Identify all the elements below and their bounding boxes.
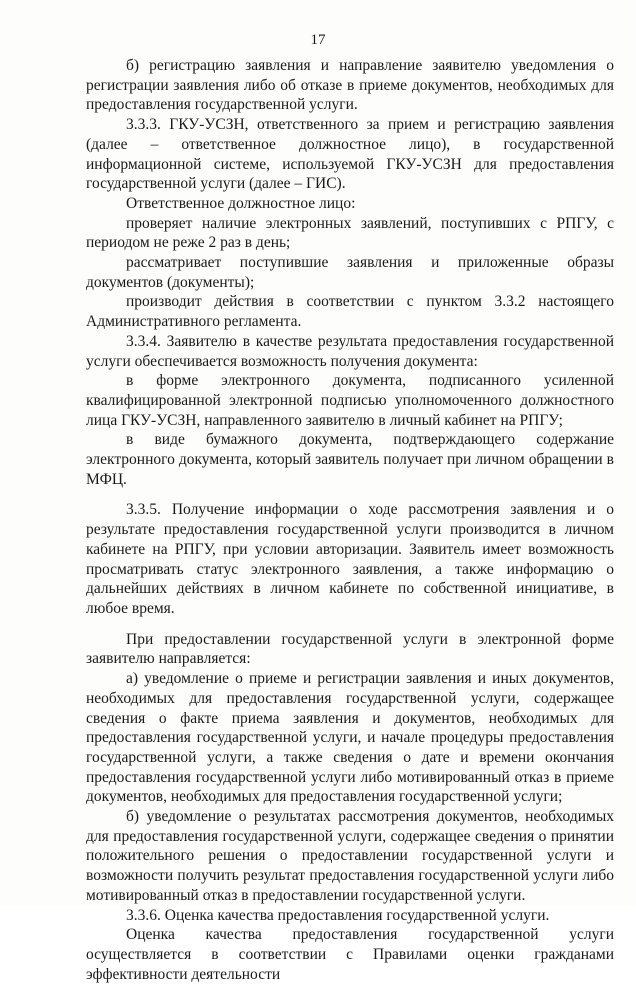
- paragraph-3-3-6: 3.3.6. Оценка качества предоставления государственной услуги.: [126, 906, 550, 924]
- paragraph-3-3-4: 3.3.4. Заявителю в качестве результата предоставления государственной услуги обеспечивается возможность получения документа:: [86, 332, 614, 370]
- paragraph-notification-a: а) уведомление о приеме и регистрации заявления и иных документов, необходимых для предоставления государственной услуги, содержащее сведения о факте приема заявления и документов, необходимых для предоставления государственной услуги, и начале процедуры предоставления государственной услуги, а также сведения о дате и времени окончания предоставления государственной услуги либо мотивированный отказ в приеме документов, необходимых для предоставления государственной услуги;: [86, 670, 614, 806]
- page-number: 17: [310, 32, 326, 48]
- paragraph-electronic-form: в форме электронного документа, подписанного усиленной квалифицированной электронной подписью уполномоченного должностного лица ГКУ-УСЗН, направленного заявителю в личный кабинет на РПГУ;: [86, 372, 614, 429]
- paragraph-checks: проверяет наличие электронных заявлений, поступивших с РПГУ, с периодом не реже 2 раз в день;: [86, 214, 614, 252]
- paragraph-notification-b: б) уведомление о результатах рассмотрения документов, необходимых для предоставления государственной услуги, содержащее сведения о принятии положительного решения о предоставлении государственной услуги и возможности получить результат предоставления государственной услуги либо мотивированный отказ в предоставлении государственной услуги.: [86, 808, 614, 904]
- paragraph-registration: б) регистрацию заявления и направление заявителю уведомления о регистрации заявления либо об отказе в приеме документов, необходимых для предоставления государственной услуги.: [86, 57, 614, 114]
- paragraph-3-3-3: 3.3.3. ГКУ-УСЗН, ответственного за прием и регистрацию заявления (далее – ответственное должностное лицо), в государственной информационной системе, используемой ГКУ-УСЗН для предоставления государственной услуги (далее – ГИС).: [86, 116, 614, 193]
- document-body: [86, 56, 614, 984]
- paragraph-quality-assessment: Оценка качества предоставления государственной услуги осуществляется в соответствии с Правилами оценки гражданами эффективности деятельности: [86, 926, 614, 983]
- paragraph-performs: производит действия в соответствии с пунктом 3.3.2 настоящего Административного регламента.: [86, 293, 614, 331]
- paragraph-3-3-5: 3.3.5. Получение информации о ходе рассмотрения заявления и о результате предоставления государственной услуги производится в личном кабинете на РПГУ, при условии авторизации. Заявитель имеет возможность просматривать статус электронного заявления, а также информацию о дальнейших действиях в личном кабинете по собственной инициативе, в любое время.: [86, 501, 614, 617]
- paragraph-paper-form: в виде бумажного документа, подтверждающего содержание электронного документа, который заявитель получает при личном обращении в МФЦ.: [86, 431, 614, 488]
- paragraph-notifications-intro: При предоставлении государственной услуги в электронной форме заявителю направляется:: [86, 630, 614, 668]
- paragraph-reviews: рассматривает поступившие заявления и приложенные образы документов (документы);: [86, 254, 614, 291]
- paragraph-responsible-person: Ответственное должностное лицо:: [126, 194, 356, 212]
